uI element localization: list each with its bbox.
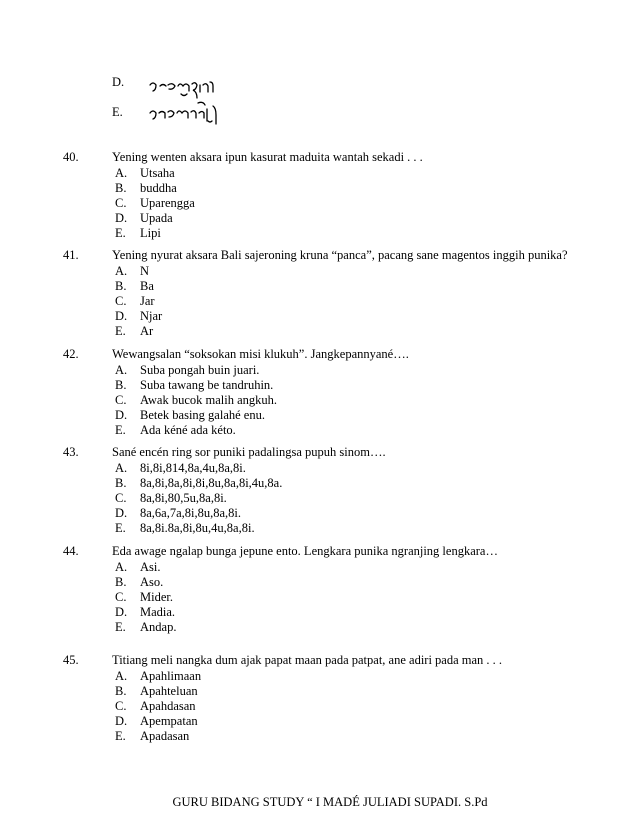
option-text: Apadasan — [140, 729, 190, 743]
option-text: Ba — [140, 279, 154, 293]
option-text: Upada — [140, 211, 173, 225]
option-letter: C. — [115, 699, 127, 713]
option-letter: C. — [115, 590, 127, 604]
question-number: 45. — [63, 653, 79, 667]
option-letter: B. — [115, 378, 127, 392]
option-text: 8a,6a,7a,8i,8u,8a,8i. — [140, 506, 242, 520]
option-letter: B. — [115, 476, 127, 490]
option-text: Jar — [140, 294, 155, 308]
option-text: Utsaha — [140, 166, 175, 180]
option-letter: D. — [112, 75, 125, 89]
option-text: Lipi — [140, 226, 161, 240]
option-letter: D. — [115, 309, 128, 323]
option-letter: C. — [115, 196, 127, 210]
option-text: Ada kéné ada kéto. — [140, 423, 236, 437]
question-number: 43. — [63, 445, 79, 459]
footer-text: GURU BIDANG STUDY “ I MADÉ JULIADI SUPADI. S.Pd — [172, 795, 488, 809]
option-letter: B. — [115, 181, 127, 195]
option-letter: A. — [115, 461, 128, 475]
option-letter: E. — [115, 521, 126, 535]
option-text: buddha — [140, 181, 177, 195]
option-letter: D. — [115, 506, 128, 520]
option-letter: D. — [115, 408, 128, 422]
option-text: 8a,8i,80,5u,8a,8i. — [140, 491, 227, 505]
option-text: Ar — [140, 324, 154, 338]
balinese-script-image — [148, 100, 218, 130]
option-letter: E. — [115, 423, 126, 437]
option-letter: E. — [115, 729, 126, 743]
option-text: Awak bucok malih angkuh. — [140, 393, 278, 407]
option-letter: C. — [115, 294, 127, 308]
option-text: 8a,8i,8a,8i,8i,8u,8a,8i,4u,8a. — [140, 476, 283, 490]
option-letter: A. — [115, 669, 128, 683]
option-text: Mider. — [140, 590, 173, 604]
option-text: Madia. — [140, 605, 176, 619]
option-text: Apahteluan — [140, 684, 198, 698]
option-letter: A. — [115, 166, 128, 180]
option-letter: E. — [115, 620, 126, 634]
option-letter: A. — [115, 363, 128, 377]
option-letter: E. — [115, 324, 126, 338]
question-text: Wewangsalan “soksokan misi klukuh”. Jangkepannyané…. — [112, 347, 409, 361]
option-text: 8a,8i.8a,8i,8u,4u,8a,8i. — [140, 521, 255, 535]
option-letter: D. — [115, 605, 128, 619]
page-footer — [0, 795, 638, 809]
question-number: 41. — [63, 248, 79, 262]
option-text: Njar — [140, 309, 163, 323]
option-text: Betek basing galahé enu. — [140, 408, 265, 422]
option-letter: E. — [115, 226, 126, 240]
question-text: Sané encén ring sor puniki padalingsa pupuh sinom…. — [112, 445, 386, 459]
question-number: 42. — [63, 347, 79, 361]
question-text: Titiang meli nangka dum ajak papat maan pada patpat, ane adiri pada man . . . — [112, 653, 503, 667]
option-letter: A. — [115, 264, 128, 278]
option-text: Aso. — [140, 575, 164, 589]
option-letter: C. — [115, 393, 127, 407]
option-text: 8i,8i,814,8a,4u,8a,8i. — [140, 461, 246, 475]
balinese-script-image — [148, 76, 218, 102]
option-letter: D. — [115, 211, 128, 225]
option-text: Apahdasan — [140, 699, 196, 713]
option-text: Asi. — [140, 560, 161, 574]
option-text: Uparengga — [140, 196, 195, 210]
option-text: Apempatan — [140, 714, 198, 728]
option-text: Andap. — [140, 620, 177, 634]
question-text: Yening wenten aksara ipun kasurat maduita wantah sekadi . . . — [112, 150, 423, 164]
question-number: 44. — [63, 544, 79, 558]
option-letter: C. — [115, 491, 127, 505]
option-text: Suba tawang be tandruhin. — [140, 378, 274, 392]
option-letter: B. — [115, 684, 127, 698]
question-number: 40. — [63, 150, 79, 164]
option-letter: D. — [115, 714, 128, 728]
option-letter: A. — [115, 560, 128, 574]
option-text: Apahlimaan — [140, 669, 202, 683]
option-letter: E. — [112, 105, 123, 119]
option-text: N — [140, 264, 150, 278]
question-text: Yening nyurat aksara Bali sajeroning kruna “panca”, pacang sane magentos inggih punika? — [112, 248, 568, 262]
option-letter: B. — [115, 279, 127, 293]
option-text: Suba pongah buin juari. — [140, 363, 260, 377]
option-letter: B. — [115, 575, 127, 589]
question-text: Eda awage ngalap bunga jepune ento. Lengkara punika ngranjing lengkara… — [112, 544, 498, 558]
